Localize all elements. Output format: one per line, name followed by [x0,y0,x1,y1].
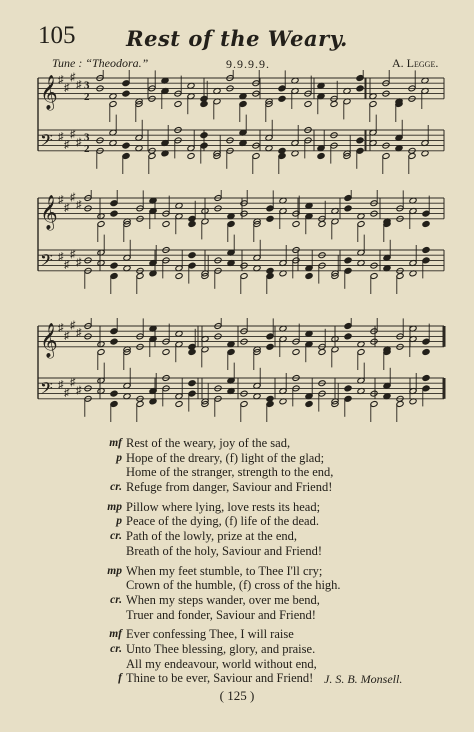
time-signature-top: 3 [84,79,90,92]
verse-line [100,642,430,657]
note-head [200,101,208,108]
dynamic-mark: cr. [110,593,122,606]
verse-line [100,436,430,451]
note-head [422,221,430,228]
bass-staff [38,363,444,422]
note-head [422,349,430,356]
note-head [344,333,352,340]
verse-text: Truer and fonder, Saviour and Friend! [126,607,316,622]
verse-text: When my feet stumble, to Thee I'll cry; [126,563,323,578]
note-head [292,349,300,356]
sharp-icon: ♯ [76,79,82,92]
note-head [292,221,300,228]
verse-line [100,578,430,593]
dynamic-mark: mp [107,500,122,513]
verse-line [100,657,430,672]
note-head [356,85,364,92]
dynamic-mark: cr. [110,481,122,494]
tune-name: Tune : “Theodora.” [52,56,149,70]
sharp-icon: ♯ [70,191,76,204]
note-head [318,221,326,228]
hymn-title: Rest of the Weary. [126,26,348,51]
note-head [304,101,312,108]
note-head [344,257,352,264]
verse-line [100,608,430,623]
verse-line [100,500,430,515]
note-head [174,101,182,108]
bass-staff [38,235,444,294]
music-system-3 [0,318,474,423]
time-signature-bottom: 2 [84,90,90,103]
dynamic-mark: f [118,672,122,685]
bass-clef-icon: 𝄢 [40,249,53,274]
verse-text: Rest of the weary, joy of the sad, [126,436,291,450]
note-head [305,401,313,408]
verse-line [100,564,430,579]
note-head [356,137,364,144]
note-head [188,221,196,228]
stanza-2 [100,500,430,559]
treble-clef-icon: 𝄞 [40,322,58,358]
verse-text: Crown of the humble, (f) cross of the high. [126,578,341,593]
note-head [278,95,286,102]
note-head [110,262,118,269]
sharp-icon: ♯ [64,139,70,151]
hymn-verses [100,436,430,691]
sharp-icon: ♯ [76,327,82,340]
note-head [122,142,130,149]
note-head [110,210,118,217]
verse-text: Refuge from danger, Saviour and Friend! [126,480,333,495]
verse-line [100,593,430,608]
note-head [422,247,430,254]
verse-text: Hope of the dreary, (f) light of the glad; [126,450,325,465]
dynamic-mark: mp [107,564,122,577]
verse-line [100,544,430,559]
sharp-icon: ♯ [64,387,70,399]
time-signature-top: 3 [84,131,90,144]
note-head [318,349,326,356]
sharp-icon: ♯ [58,194,64,206]
verse-line [100,465,430,480]
note-head [188,349,196,356]
dynamic-mark: mf [109,437,122,449]
dynamic-mark: mf [109,628,122,641]
sharp-icon: ♯ [70,376,76,389]
sharp-icon: ♯ [64,81,70,94]
note-head [188,380,196,387]
sharp-icon: ♯ [64,259,70,271]
sharp-icon: ♯ [70,128,76,141]
treble-staff [38,70,444,122]
treble-clef-icon: 𝄞 [40,74,58,110]
dynamic-mark: p [116,515,122,528]
note-head [187,153,195,160]
sharp-icon: ♯ [64,201,70,214]
bass-clef-icon: 𝄢 [40,377,53,402]
sharp-icon: ♯ [76,199,82,212]
note-head [175,401,183,408]
note-head [162,221,170,228]
verse-text: Unto Thee blessing, glory, and praise. [126,641,316,656]
note-head [188,252,196,259]
note-head [266,215,274,222]
music-system-1 [0,70,474,175]
sharp-icon: ♯ [58,251,64,264]
note-head [422,375,430,382]
sharp-icon: ♯ [70,71,76,84]
verse-text: Peace of the dying, (f) life of the dead. [126,514,319,529]
verse-text: Pillow where lying, love rests its head; [126,499,321,514]
verse-text: Breath of the holy, Saviour and Friend! [126,543,323,558]
sharp-icon: ♯ [70,248,76,261]
note-head [330,101,338,108]
sharp-icon: ♯ [76,256,82,269]
treble-staff [38,190,444,242]
dynamic-mark: cr. [110,530,122,543]
sharp-icon: ♯ [64,329,70,342]
treble-staff [38,318,444,370]
author: J. S. B. Monsell. [324,672,403,686]
bass-clef-icon: 𝄢 [40,129,53,154]
verse-text: Path of the lowly, prize at the end, [126,529,298,544]
note-head [344,385,352,392]
note-head [266,343,274,350]
verse-text: All my endeavour, world without end, [126,656,317,671]
verse-line [100,451,430,466]
meter: 9.9.9.9. [226,57,270,71]
verse-line [100,480,430,495]
verse-text: Ever confessing Thee, I will raise [126,627,294,642]
sharp-icon: ♯ [76,384,82,397]
sharp-icon: ♯ [70,319,76,332]
note-head [162,349,170,356]
note-head [305,273,313,280]
composer: A. Legge. [392,56,439,70]
verse-line [100,627,430,642]
note-head [344,205,352,212]
verse-line [100,529,430,544]
dynamic-mark: cr. [110,642,122,655]
note-head [110,390,118,397]
sharp-icon: ♯ [76,136,82,149]
time-signature-bottom: 2 [84,142,90,155]
sharp-icon: ♯ [58,379,64,392]
note-head [200,132,208,139]
sharp-icon: ♯ [58,74,64,86]
note-head [175,273,183,280]
page-number: ( 125 ) [219,688,255,703]
note-head [317,153,325,160]
treble-clef-icon: 𝄞 [40,194,58,230]
verse-line [100,514,430,529]
dynamic-mark: p [116,451,122,464]
note-head [122,90,130,97]
verse-text: Home of the stranger, strength to the end, [126,465,334,480]
hymn-number: 105 [38,22,76,49]
stanza-3 [100,564,430,623]
note-head [110,338,118,345]
stanza-1 [100,436,430,495]
sharp-icon: ♯ [58,131,64,144]
sharp-icon: ♯ [58,322,64,334]
music-system-2 [0,190,474,295]
verse-text: Thine to be ever, Saviour and Friend! [126,671,314,686]
bass-staff [38,115,444,174]
verse-text: When my steps wander, over me bend, [126,592,320,607]
